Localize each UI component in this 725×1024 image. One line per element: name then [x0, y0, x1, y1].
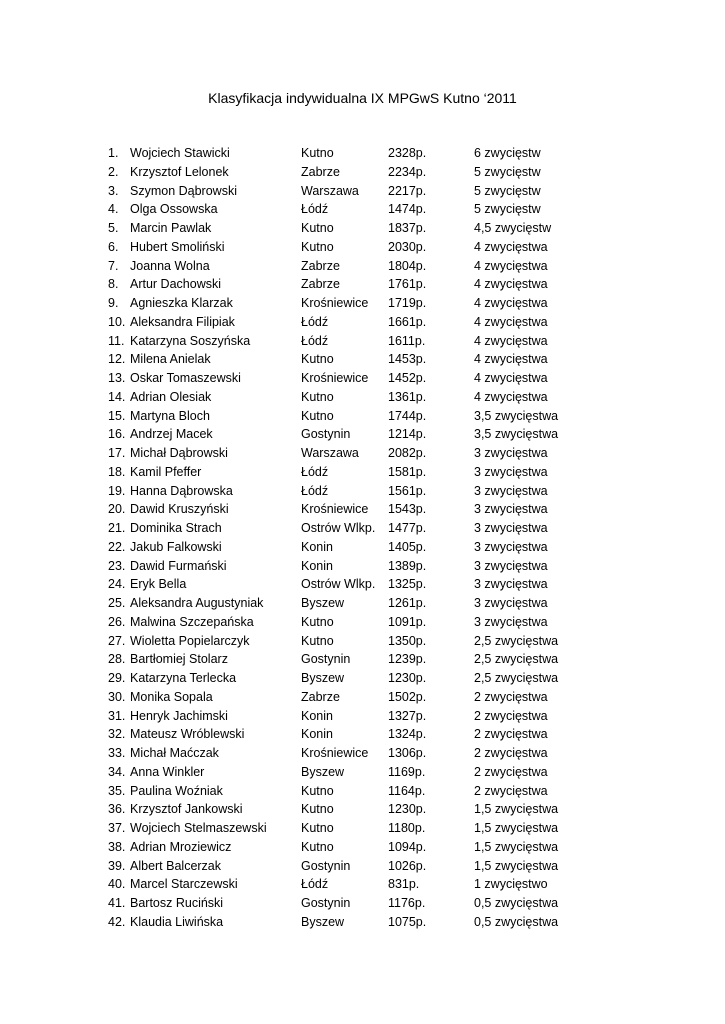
player-wins: 3 zwycięstwa: [474, 614, 548, 629]
player-points: 1581p.: [388, 464, 427, 479]
player-name: Marcin Pawlak: [130, 221, 212, 235]
player-wins: 1,5 zwycięstwa: [474, 839, 559, 854]
rank-number: 7.: [108, 258, 119, 273]
table-row: [108, 163, 588, 182]
table-row: [108, 632, 588, 651]
rank-number: 33.: [108, 746, 126, 760]
rank-number: 30.: [108, 689, 126, 704]
table-row: [108, 800, 588, 819]
player-points: 1474p.: [388, 202, 427, 217]
player-name: Dominika Strach: [130, 521, 222, 535]
player-points: 1661p.: [388, 314, 427, 329]
table-row: [108, 350, 588, 369]
player-name: Anna Winkler: [130, 764, 205, 779]
player-city: Zabrze: [301, 277, 340, 292]
player-city: Konin: [301, 539, 333, 554]
table-row: [108, 557, 588, 576]
rank-number: 20.: [108, 502, 126, 517]
player-wins: 4 zwycięstwa: [474, 277, 548, 292]
rank-number: 5.: [108, 221, 119, 235]
player-points: 1075p.: [388, 914, 427, 929]
player-points: 1543p.: [388, 502, 427, 517]
player-points: 1230p.: [388, 671, 427, 685]
player-wins: 4 zwycięstwa: [474, 389, 548, 404]
rank-number: 11.: [108, 333, 125, 348]
player-city: Zabrze: [301, 258, 340, 273]
player-wins: 3 zwycięstwa: [474, 539, 548, 554]
player-wins: 3 zwycięstwa: [474, 464, 548, 479]
rank-number: 9.: [108, 296, 119, 310]
table-row: [108, 444, 588, 463]
rank-number: 34.: [108, 764, 126, 779]
rank-number: 6.: [108, 239, 119, 254]
table-row: [108, 463, 588, 482]
rank-number: 29.: [108, 671, 126, 685]
player-wins: 3,5 zwycięstwa: [474, 408, 559, 423]
table-row: [108, 575, 588, 594]
player-name: Szymon Dąbrowski: [130, 183, 237, 198]
player-name: Joanna Wolna: [130, 258, 210, 273]
rank-number: 17.: [108, 446, 126, 460]
player-wins: 3 zwycięstwa: [474, 446, 548, 460]
player-name: Krzysztof Lelonek: [130, 164, 229, 179]
player-name: Bartosz Ruciński: [130, 896, 224, 910]
player-points: 2328p.: [388, 146, 427, 160]
player-name: Aleksandra Augustyniak: [130, 596, 264, 610]
rank-number: 13.: [108, 371, 126, 385]
player-wins: 4 zwycięstwa: [474, 239, 548, 254]
rank-number: 8.: [108, 277, 119, 292]
player-city: Krośniewice: [301, 296, 369, 310]
player-city: Kutno: [301, 821, 334, 835]
player-city: Zabrze: [301, 689, 340, 704]
player-name: Wojciech Stelmaszewski: [130, 821, 267, 835]
player-city: Kutno: [301, 389, 334, 404]
table-row: [108, 613, 588, 632]
player-points: 1502p.: [388, 689, 427, 704]
player-points: 1361p.: [388, 389, 427, 404]
player-city: Łódź: [301, 333, 329, 348]
player-name: Olga Ossowska: [130, 202, 218, 217]
table-row: [108, 894, 588, 913]
rank-number: 32.: [108, 727, 126, 742]
player-city: Kutno: [301, 408, 334, 423]
player-points: 2217p.: [388, 183, 427, 198]
player-wins: 1,5 zwycięstwa: [474, 858, 559, 873]
player-name: Malwina Szczepańska: [130, 614, 254, 629]
player-city: Konin: [301, 708, 333, 723]
player-city: Kutno: [301, 783, 334, 798]
rank-number: 38.: [108, 839, 126, 854]
document-title: Klasyfikacja indywidualna IX MPGwS Kutno ‘2011: [208, 90, 517, 106]
player-city: Zabrze: [301, 164, 340, 179]
player-points: 1026p.: [388, 858, 427, 873]
player-points: 2030p.: [388, 239, 427, 254]
player-city: Warszawa: [301, 446, 359, 460]
player-points: 2234p.: [388, 164, 427, 179]
player-city: Gostynin: [301, 427, 351, 442]
player-wins: 2,5 zwycięstwa: [474, 652, 559, 667]
rank-number: 35.: [108, 783, 126, 798]
rank-number: 10.: [108, 314, 126, 329]
rank-number: 12.: [108, 352, 126, 367]
player-wins: 3,5 zwycięstwa: [474, 427, 559, 442]
player-city: Kutno: [301, 352, 334, 367]
table-row: [108, 200, 588, 219]
player-wins: 4 zwycięstwa: [474, 258, 548, 273]
player-name: Adrian Mroziewicz: [130, 839, 232, 854]
player-name: Henryk Jachimski: [130, 708, 228, 723]
rank-number: 39.: [108, 858, 126, 873]
table-row: [108, 913, 588, 932]
player-wins: 2 zwycięstwa: [474, 727, 548, 742]
player-city: Byszew: [301, 671, 345, 685]
player-name: Krzysztof Jankowski: [130, 802, 243, 817]
player-points: 1744p.: [388, 408, 427, 423]
table-row: [108, 782, 588, 801]
table-row: [108, 407, 588, 426]
player-wins: 3 zwycięstwa: [474, 483, 548, 498]
table-row: [108, 219, 588, 238]
player-points: 1214p.: [388, 427, 427, 442]
player-city: Kutno: [301, 614, 334, 629]
table-row: [108, 838, 588, 857]
table-row: [108, 275, 588, 294]
player-wins: 4 zwycięstwa: [474, 352, 548, 367]
player-city: Gostynin: [301, 896, 351, 910]
player-wins: 1,5 zwycięstwa: [474, 802, 559, 817]
rank-number: 3.: [108, 183, 119, 198]
player-points: 1239p.: [388, 652, 427, 667]
player-wins: 4 zwycięstwa: [474, 296, 548, 310]
rank-number: 18.: [108, 464, 126, 479]
rank-number: 14.: [108, 389, 126, 404]
player-points: 1324p.: [388, 727, 427, 742]
player-name: Wojciech Stawicki: [130, 146, 230, 160]
player-city: Ostrów Wlkp.: [301, 521, 376, 535]
rank-number: 15.: [108, 408, 126, 423]
player-name: Michał Maćczak: [130, 746, 219, 760]
player-points: 1180p.: [388, 821, 426, 835]
player-name: Agnieszka Klarzak: [130, 296, 233, 310]
player-name: Katarzyna Soszyńska: [130, 333, 251, 348]
table-row: [108, 707, 588, 726]
player-points: 1837p.: [388, 221, 427, 235]
table-row: [108, 519, 588, 538]
rank-number: 28.: [108, 652, 126, 667]
rank-number: 41.: [108, 896, 126, 910]
table-row: [108, 238, 588, 257]
player-name: Monika Sopala: [130, 689, 213, 704]
player-name: Kamil Pfeffer: [130, 464, 202, 479]
table-row: [108, 257, 588, 276]
player-city: Łódź: [301, 202, 329, 217]
rank-number: 16.: [108, 427, 126, 442]
player-name: Klaudia Liwińska: [130, 914, 224, 929]
player-city: Kutno: [301, 221, 334, 235]
rank-number: 25.: [108, 596, 126, 610]
player-name: Artur Dachowski: [130, 277, 221, 292]
player-points: 1261p.: [388, 596, 427, 610]
player-wins: 2,5 zwycięstwa: [474, 633, 559, 648]
player-name: Michał Dąbrowski: [130, 446, 228, 460]
player-wins: 6 zwycięstw: [474, 146, 541, 160]
table-row: [108, 332, 588, 351]
player-city: Byszew: [301, 914, 345, 929]
player-name: Andrzej Macek: [130, 427, 213, 442]
rank-number: 37.: [108, 821, 126, 835]
player-name: Paulina Woźniak: [130, 783, 223, 798]
player-name: Eryk Bella: [130, 577, 187, 592]
player-points: 1091p.: [388, 614, 427, 629]
table-row: [108, 144, 588, 163]
player-points: 1804p.: [388, 258, 427, 273]
player-points: 1230p.: [388, 802, 427, 817]
player-name: Dawid Kruszyński: [130, 502, 229, 517]
player-city: Krośniewice: [301, 746, 369, 760]
player-city: Warszawa: [301, 183, 359, 198]
player-name: Oskar Tomaszewski: [130, 371, 241, 385]
player-points: 1327p.: [388, 708, 427, 723]
player-name: Albert Balcerzak: [130, 858, 222, 873]
player-points: 1350p.: [388, 633, 427, 648]
player-points: 1094p.: [388, 839, 427, 854]
player-points: 2082p.: [388, 446, 427, 460]
table-row: [108, 594, 588, 613]
rank-number: 1.: [108, 146, 119, 160]
player-city: Krośniewice: [301, 502, 369, 517]
table-row: [108, 369, 588, 388]
rank-number: 27.: [108, 633, 126, 648]
player-name: Dawid Furmański: [130, 558, 227, 573]
player-wins: 3 zwycięstwa: [474, 502, 548, 517]
player-name: Martyna Bloch: [130, 408, 210, 423]
player-city: Kutno: [301, 633, 334, 648]
player-city: Byszew: [301, 764, 345, 779]
player-points: 1164p.: [388, 783, 426, 798]
player-city: Kutno: [301, 839, 334, 854]
player-wins: 2,5 zwycięstwa: [474, 671, 559, 685]
player-points: 831p.: [388, 877, 420, 892]
player-name: Jakub Falkowski: [130, 539, 222, 554]
player-points: 1611p.: [388, 333, 426, 348]
player-city: Ostrów Wlkp.: [301, 577, 376, 592]
table-row: [108, 819, 588, 838]
player-wins: 2 zwycięstwa: [474, 689, 548, 704]
player-wins: 3 zwycięstwa: [474, 577, 548, 592]
player-city: Łódź: [301, 483, 329, 498]
rank-number: 40.: [108, 877, 126, 892]
table-row: [108, 482, 588, 501]
table-row: [108, 182, 588, 201]
rank-number: 26.: [108, 614, 126, 629]
player-wins: 4,5 zwycięstw: [474, 221, 552, 235]
player-wins: 2 zwycięstwa: [474, 746, 548, 760]
player-wins: 3 zwycięstwa: [474, 521, 548, 535]
player-points: 1405p.: [388, 539, 427, 554]
player-name: Bartłomiej Stolarz: [130, 652, 228, 667]
player-points: 1325p.: [388, 577, 427, 592]
player-name: Hubert Smoliński: [130, 239, 225, 254]
table-row: [108, 744, 588, 763]
table-row: [108, 669, 588, 688]
player-city: Łódź: [301, 314, 329, 329]
player-name: Hanna Dąbrowska: [130, 483, 233, 498]
rank-number: 24.: [108, 577, 126, 592]
player-wins: 5 zwycięstw: [474, 202, 541, 217]
player-name: Mateusz Wróblewski: [130, 727, 245, 742]
player-wins: 3 zwycięstwa: [474, 558, 548, 573]
rank-number: 19.: [108, 483, 126, 498]
table-row: [108, 875, 588, 894]
rank-number: 4.: [108, 202, 119, 217]
rank-number: 21.: [108, 521, 126, 535]
player-name: Aleksandra Filipiak: [130, 314, 235, 329]
player-points: 1453p.: [388, 352, 427, 367]
player-points: 1306p.: [388, 746, 427, 760]
table-row: [108, 313, 588, 332]
player-wins: 5 zwycięstw: [474, 164, 541, 179]
table-row: [108, 725, 588, 744]
player-wins: 1,5 zwycięstwa: [474, 821, 559, 835]
player-wins: 2 zwycięstwa: [474, 708, 548, 723]
player-points: 1176p.: [388, 896, 426, 910]
player-city: Konin: [301, 558, 333, 573]
results-table: [108, 144, 588, 932]
player-name: Marcel Starczewski: [130, 877, 238, 892]
player-wins: 0,5 zwycięstwa: [474, 896, 559, 910]
player-city: Gostynin: [301, 652, 351, 667]
player-name: Wioletta Popielarczyk: [130, 633, 250, 648]
player-wins: 2 zwycięstwa: [474, 783, 548, 798]
player-city: Gostynin: [301, 858, 351, 873]
table-row: [108, 388, 588, 407]
player-points: 1452p.: [388, 371, 427, 385]
player-city: Byszew: [301, 596, 345, 610]
player-name: Katarzyna Terlecka: [130, 671, 237, 685]
player-wins: 4 zwycięstwa: [474, 333, 548, 348]
player-city: Krośniewice: [301, 371, 369, 385]
player-city: Kutno: [301, 239, 334, 254]
player-name: Adrian Olesiak: [130, 389, 212, 404]
player-wins: 2 zwycięstwa: [474, 764, 548, 779]
rank-number: 36.: [108, 802, 126, 817]
player-wins: 4 zwycięstwa: [474, 371, 548, 385]
player-city: Łódź: [301, 877, 329, 892]
player-points: 1477p.: [388, 521, 427, 535]
table-row: [108, 538, 588, 557]
player-points: 1561p.: [388, 483, 427, 498]
table-row: [108, 650, 588, 669]
player-city: Łódź: [301, 464, 329, 479]
table-row: [108, 425, 588, 444]
player-points: 1169p.: [388, 764, 426, 779]
rank-number: 2.: [108, 164, 119, 179]
player-city: Konin: [301, 727, 333, 742]
player-wins: 1 zwycięstwo: [474, 877, 548, 892]
player-wins: 5 zwycięstw: [474, 183, 541, 198]
table-row: [108, 500, 588, 519]
player-name: Milena Anielak: [130, 352, 211, 367]
table-row: [108, 688, 588, 707]
rank-number: 42.: [108, 914, 126, 929]
table-row: [108, 763, 588, 782]
player-points: 1761p.: [388, 277, 427, 292]
player-city: Kutno: [301, 802, 334, 817]
rank-number: 22.: [108, 539, 126, 554]
player-points: 1389p.: [388, 558, 427, 573]
player-city: Kutno: [301, 146, 334, 160]
rank-number: 23.: [108, 558, 126, 573]
table-row: [108, 294, 588, 313]
player-wins: 3 zwycięstwa: [474, 596, 548, 610]
table-row: [108, 857, 588, 876]
player-wins: 0,5 zwycięstwa: [474, 914, 559, 929]
player-points: 1719p.: [388, 296, 427, 310]
player-wins: 4 zwycięstwa: [474, 314, 548, 329]
rank-number: 31.: [108, 708, 126, 723]
